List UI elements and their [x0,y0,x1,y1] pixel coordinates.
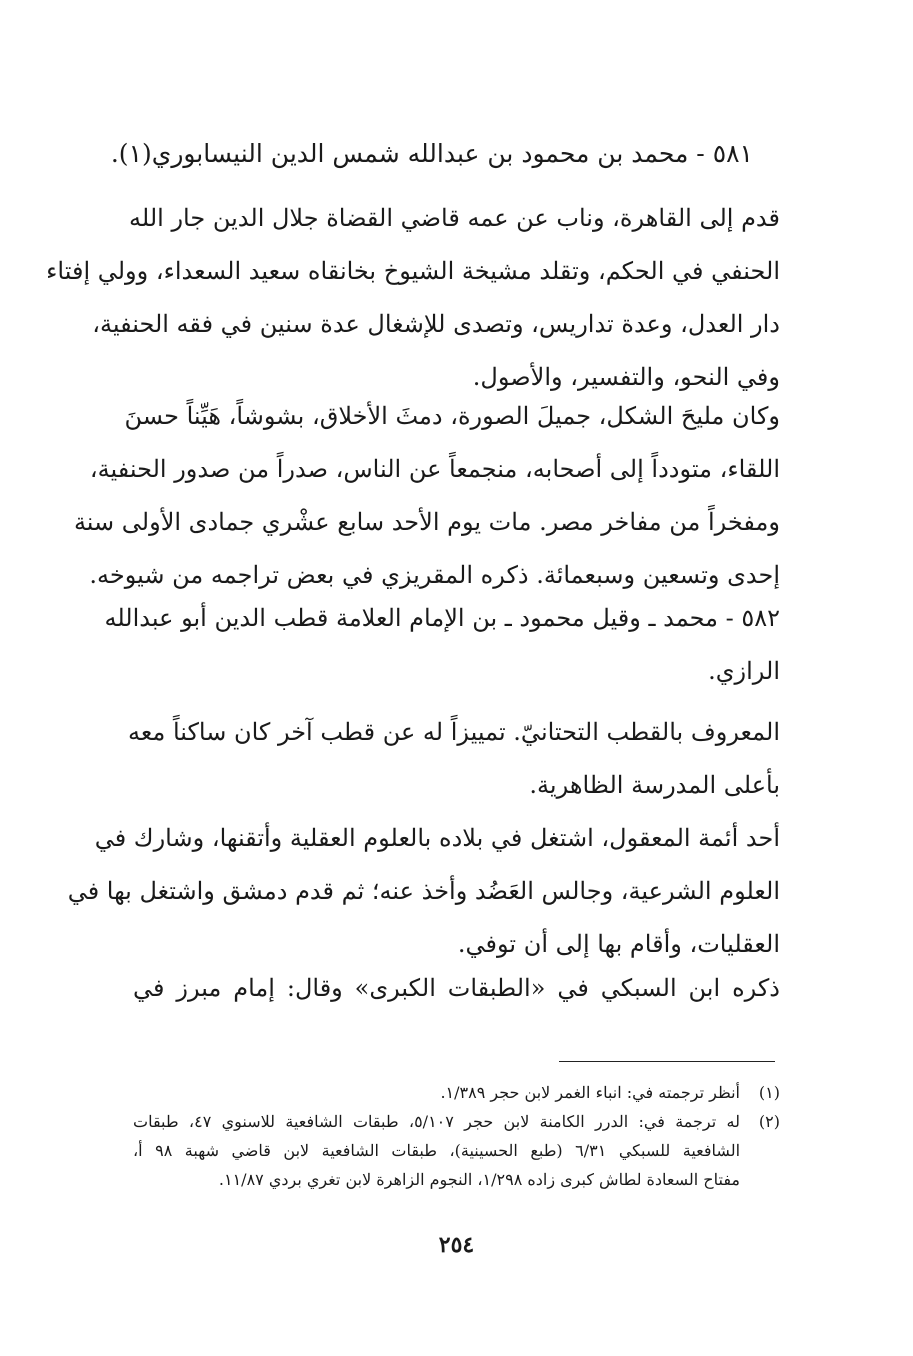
footnote-line: له ترجمة في: الدرر الكامنة لابن حجر ٥/١٠٧، طبقات الشافعية للاسنوي ٤٧، طبقات [133,1112,740,1131]
text-line: أحد أئمة المعقول، اشتغل في بلاده بالعلوم العقلية وأتقنها، وشارك في [94,824,780,852]
text-line: المعروف بالقطب التحتانيّ. تمييزاً له عن قطب آخر كان ساكناً معه [128,718,780,746]
entry-582-paragraph-3 [133,962,780,1015]
entry-582-paragraph-1 [128,706,780,812]
text-line: وكان مليحَ الشكل، جميلَ الصورة، دمثَ الأخلاق، بشوشاً، هَيِّناً حسنَ [124,402,780,430]
entry-582-paragraph-2 [67,812,780,971]
text-line: العقليات، وأقام بها إلى أن توفي. [457,930,780,958]
footnote-separator [559,1061,775,1062]
footnotes [133,1078,780,1194]
footnote-line: الشافعية للسبكي ٦/٣١ (طبع الحسينية)، طبقات الشافعية لابن قاضي شهبة ٩٨ أ، [133,1141,741,1160]
entry-581-heading: ٥٨١ - محمد بن محمود بن عبدالله شمس الدين النيسابوري(١). [110,139,753,168]
footnote-number: (١) [758,1083,780,1102]
entry-581-paragraph-2 [73,390,780,602]
footnote-line: مفتاح السعادة لطاش كبرى زاده ١/٢٩٨، النجوم الزاهرة لابن تغري بردي ١١/٨٧. [218,1170,740,1189]
entry-581-paragraph-1 [46,192,780,404]
footnote-line: أنظر ترجمته في: انباء الغمر لابن حجر ١/٣٨٩. [440,1083,740,1102]
footnote-2 [133,1107,780,1194]
text-line: الحنفي في الحكم، وتقلد مشيخة الشيوخ بخانقاه سعيد السعداء، وولي إفتاء [46,257,780,285]
text-line: إحدى وتسعين وسبعمائة. ذكره المقريزي في بعض تراجمه من شيوخه. [89,561,780,589]
footnote-number: (٢) [758,1112,780,1131]
text-line: قدم إلى القاهرة، وناب عن عمه قاضي القضاة جلال الدين جار الله [129,204,780,232]
text-line: ٥٨٢ - محمد ـ وقيل محمود ـ بن الإمام العلامة قطب الدين أبو عبدالله [104,604,780,632]
text-line: ذكره ابن السبكي في «الطبقات الكبرى» وقال: إمام مبرز في [133,974,780,1002]
text-line: الرازي. [708,657,780,685]
entry-582-heading [104,592,780,698]
footnote-1 [133,1078,780,1107]
text-line: بأعلى المدرسة الظاهرية. [529,771,780,799]
text-line: العلوم الشرعية، وجالس العَضُد وأخذ عنه؛ ثم قدم دمشق واشتغل بها في [67,877,780,905]
text-line: ومفخراً من مفاخر مصر. مات يوم الأحد سابع عشْري جمادى الأولى سنة [73,508,780,536]
text-line: اللقاء، متودداً إلى أصحابه، منجمعاً عن الناس، صدراً من صدور الحنفية، [89,455,780,483]
page-number: ٢٥٤ [438,1232,475,1258]
text-line: دار العدل، وعدة تداريس، وتصدى للإشغال عدة سنين في فقه الحنفية، [92,310,780,338]
text-line: وفي النحو، والتفسير، والأصول. [472,363,780,391]
